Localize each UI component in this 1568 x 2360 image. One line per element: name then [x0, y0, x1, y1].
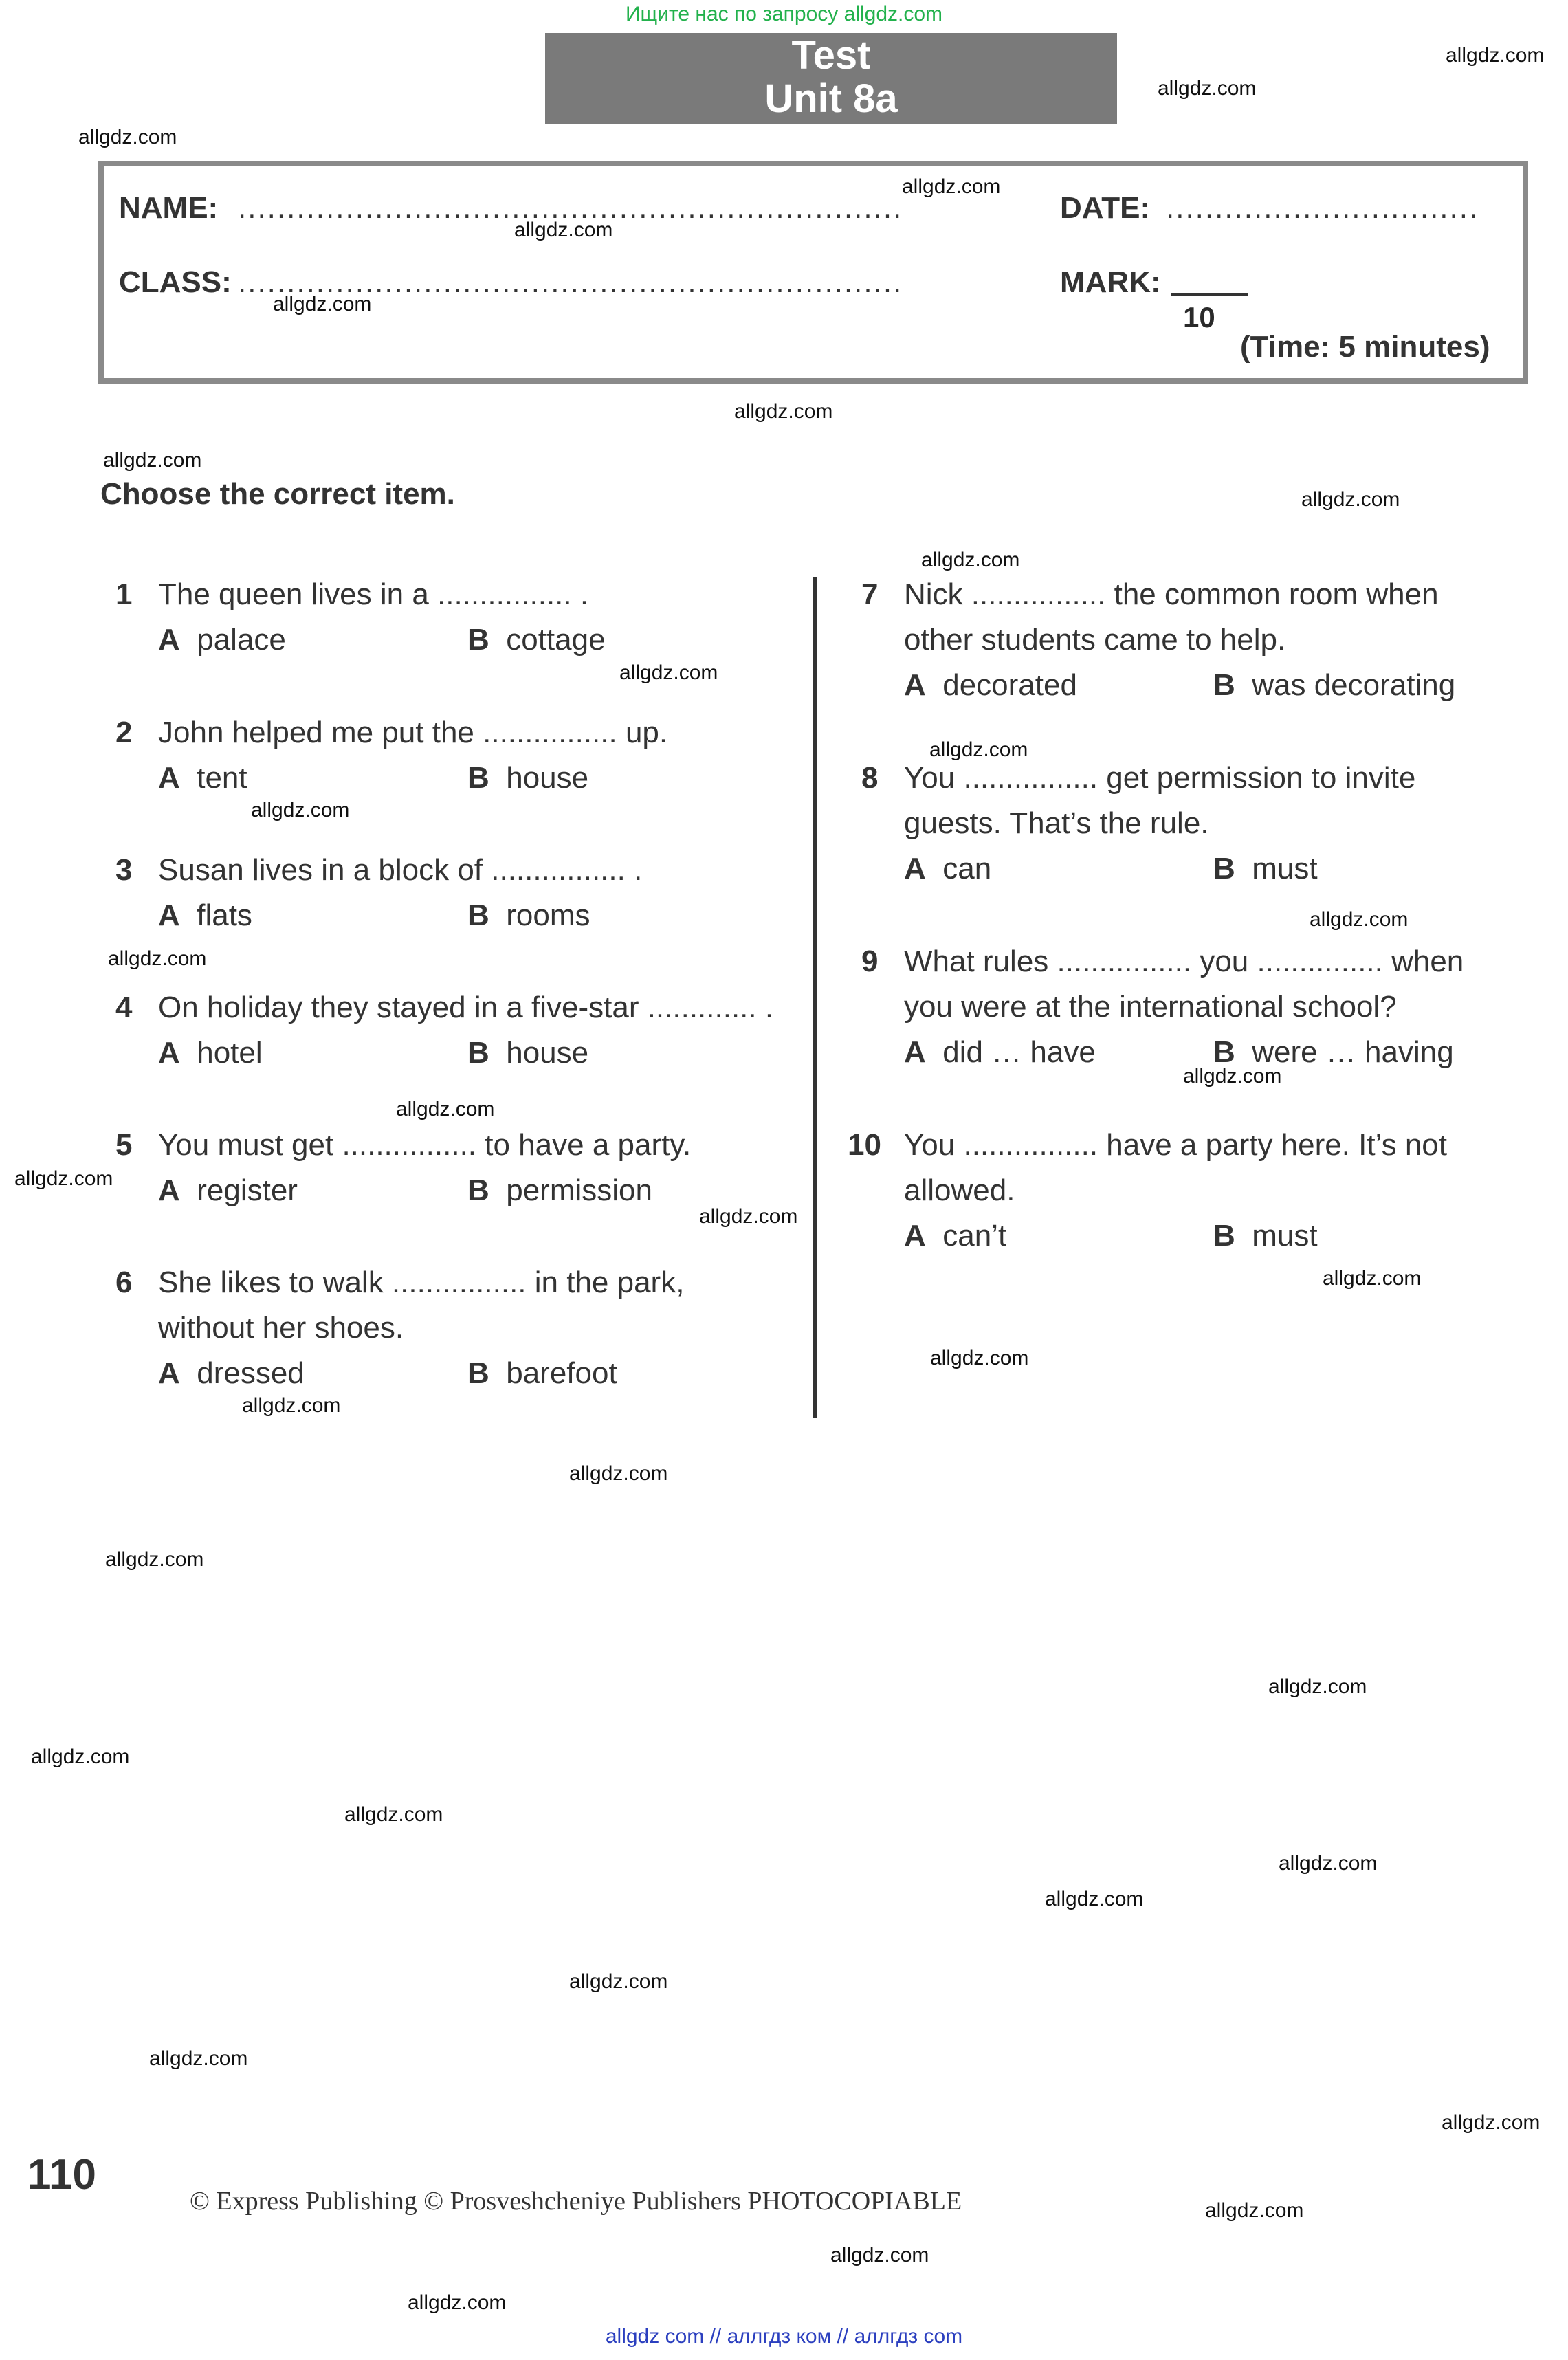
question-text-line2: you were at the international school? — [904, 990, 1397, 1024]
option-b[interactable]: B house — [467, 1036, 589, 1070]
option-b[interactable]: B were … having — [1213, 1035, 1454, 1069]
test-title-box — [545, 33, 1117, 124]
question-8 — [861, 756, 1535, 892]
watermark: allgdz.com — [734, 400, 833, 423]
watermark: allgdz.com — [1045, 1888, 1144, 1910]
test-title: Test — [791, 33, 871, 78]
watermark: allgdz.com — [619, 661, 718, 684]
watermark: allgdz.com — [149, 2047, 248, 2070]
watermark: allgdz.com — [1446, 44, 1545, 67]
time-limit: (Time: 5 minutes) — [1240, 330, 1490, 364]
question-text: She likes to walk ................ in the park, — [158, 1266, 685, 1299]
question-number: 5 — [115, 1128, 133, 1162]
student-info-box — [98, 161, 1528, 384]
watermark: allgdz.com — [1323, 1267, 1422, 1290]
watermark: allgdz.com — [1279, 1852, 1378, 1875]
option-b[interactable]: B must — [1213, 1219, 1318, 1253]
question-text: Nick ................ the common room when — [904, 577, 1439, 611]
watermark: allgdz.com — [699, 1205, 798, 1228]
class-label: CLASS: — [119, 265, 232, 299]
question-number: 3 — [115, 853, 133, 887]
mark-total: 10 — [1183, 301, 1215, 333]
unit-title: Unit 8a — [764, 76, 898, 121]
mark-field[interactable] — [1171, 293, 1248, 296]
column-divider — [813, 577, 817, 1418]
question-text: On holiday they stayed in a five-star ............. . — [158, 991, 774, 1024]
option-a[interactable]: A flats — [158, 898, 252, 932]
question-number: 1 — [115, 577, 133, 611]
question-4 — [115, 985, 775, 1076]
mark-label: MARK: — [1060, 265, 1161, 299]
page-number: 110 — [27, 2151, 97, 2198]
watermark: allgdz.com — [31, 1745, 130, 1768]
watermark: allgdz.com — [242, 1394, 341, 1417]
watermark: allgdz.com — [14, 1167, 113, 1190]
question-number: 10 — [848, 1128, 881, 1162]
question-text: You must get ................ to have a party. — [158, 1128, 692, 1162]
question-text: You ................ have a party here. It’s not — [904, 1128, 1448, 1162]
date-field[interactable]: ................................ — [1166, 191, 1479, 225]
date-label: DATE: — [1060, 191, 1151, 225]
watermark: allgdz.com — [396, 1098, 495, 1121]
option-a[interactable]: A can — [904, 852, 992, 885]
watermark: allgdz.com — [569, 1462, 668, 1485]
name-field[interactable]: .................................................................... — [238, 191, 903, 225]
question-text: What rules ................ you ............... when — [904, 945, 1464, 978]
question-2 — [115, 710, 775, 801]
watermark: allgdz.com — [108, 947, 207, 970]
watermark: allgdz.com — [408, 2291, 507, 2314]
watermark: allgdz.com — [1268, 1675, 1367, 1698]
watermark: allgdz.com — [514, 219, 613, 241]
watermark: allgdz.com — [78, 126, 177, 148]
watermark: allgdz.com — [902, 175, 1001, 198]
watermark: allgdz.com — [921, 549, 1020, 571]
question-text: Susan lives in a block of ................ . — [158, 853, 643, 887]
question-1 — [115, 572, 775, 663]
question-number: 7 — [861, 577, 879, 611]
class-field[interactable]: .................................................................... — [238, 265, 903, 299]
option-a[interactable]: A decorated — [904, 668, 1077, 702]
question-text-line2: guests. That’s the rule. — [904, 806, 1209, 840]
option-b[interactable]: B house — [467, 761, 589, 795]
option-b[interactable]: B rooms — [467, 898, 590, 932]
watermark: allgdz.com — [1183, 1065, 1282, 1088]
option-a[interactable]: A tent — [158, 761, 247, 795]
option-a[interactable]: A hotel — [158, 1036, 263, 1070]
question-number: 4 — [115, 991, 133, 1024]
bottom-banner[interactable]: allgdz com // аллгдз ком // аллгдз com — [605, 2325, 963, 2348]
question-text-line2: other students came to help. — [904, 623, 1286, 657]
question-3 — [115, 848, 775, 938]
option-b[interactable]: B was decorating — [1213, 668, 1456, 702]
option-a[interactable]: A did … have — [904, 1035, 1096, 1069]
option-b[interactable]: B must — [1213, 852, 1318, 885]
option-a[interactable]: A dressed — [158, 1356, 305, 1390]
watermark: allgdz.com — [273, 293, 372, 316]
question-5 — [115, 1123, 775, 1213]
watermark: allgdz.com — [929, 738, 1028, 761]
question-text-line2: allowed. — [904, 1173, 1015, 1207]
watermark: allgdz.com — [103, 449, 202, 472]
question-text: John helped me put the ................ up. — [158, 716, 668, 749]
watermark: allgdz.com — [1205, 2199, 1304, 2222]
question-10 — [848, 1123, 1535, 1259]
name-label: NAME: — [119, 191, 219, 225]
watermark: allgdz.com — [344, 1803, 443, 1826]
question-text: The queen lives in a ................ . — [158, 577, 589, 611]
option-a[interactable]: A can’t — [904, 1219, 1007, 1253]
question-number: 2 — [115, 716, 133, 749]
watermark: allgdz.com — [1310, 908, 1409, 931]
option-b[interactable]: B cottage — [467, 623, 606, 657]
question-number: 9 — [861, 945, 879, 978]
watermark: allgdz.com — [251, 799, 350, 821]
watermark: allgdz.com — [1301, 488, 1400, 511]
instruction: Choose the correct item. — [100, 477, 455, 511]
question-text-line2: without her shoes. — [158, 1311, 404, 1345]
watermark: allgdz.com — [1158, 77, 1257, 100]
watermark: allgdz.com — [930, 1347, 1029, 1369]
watermark: allgdz.com — [569, 1970, 668, 1993]
option-a[interactable]: A register — [158, 1173, 298, 1207]
question-text: You ................ get permission to invite — [904, 761, 1416, 795]
question-number: 8 — [861, 761, 879, 795]
question-9 — [861, 939, 1535, 1075]
watermark: allgdz.com — [830, 2244, 929, 2267]
option-b[interactable]: B permission — [467, 1173, 652, 1207]
question-7 — [861, 572, 1535, 708]
question-number: 6 — [115, 1266, 133, 1299]
watermark: allgdz.com — [105, 1548, 204, 1571]
option-a[interactable]: A palace — [158, 623, 286, 657]
question-6 — [115, 1260, 775, 1396]
watermark: allgdz.com — [1442, 2111, 1541, 2134]
option-b[interactable]: B barefoot — [467, 1356, 617, 1390]
top-banner[interactable]: Ищите нас по запросу allgdz.com — [625, 3, 943, 25]
copyright-notice: © Express Publishing © Prosveshcheniye Publishers PHOTOCOPIABLE — [190, 2187, 962, 2216]
